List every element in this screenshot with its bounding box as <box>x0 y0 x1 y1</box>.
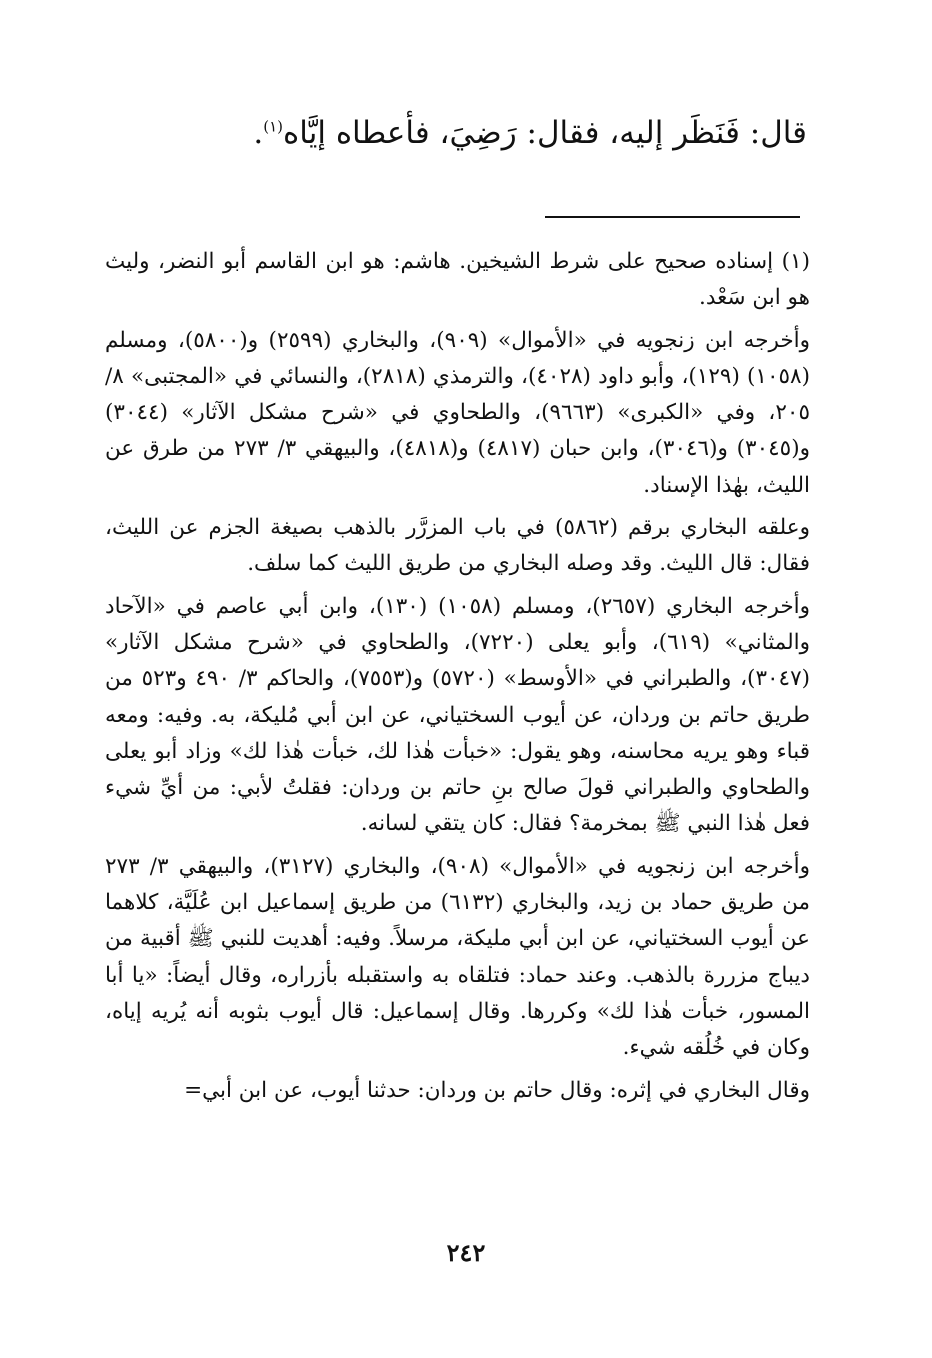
footnote-paragraph: وعلقه البخاري برقم (٥٨٦٢) في باب المزرَّر بالذهب بصيغة الجزم عن الليث، فقال: قال الليث. وقد وصله البخاري من طريق الليث كما سلف. <box>105 515 810 577</box>
footnote-paragraph: وأخرجه البخاري (٢٦٥٧)، ومسلم (١٠٥٨) (١٣٠)، وابن أبي عاصم في «الآحاد والمثاني» (٦١٩)، وأبو يعلى (٧٢٢٠)، والطحاوي في «شرح مشكل الآثار» (٣٠٤٧)، والطبراني في «الأوسط» (٥٧٢٠) و(٧٥٥٣)، والحاكم ٣/ ٤٩٠ و٥٢٣ من طريق حاتم بن وردان، عن أيوب السختياني، عن ابن أبي مُليكة، به. وفيه: ومعه قباء وهو يريه محاسنه، وهو يقول: «خبأت هٰذا لك، خبأت هٰذا لك» وزاد أبو يعلى والطحاوي والطبراني قولَ صالح بنِ حاتم بن وردان: فقلتُ لأبي: من أيِّ شيء فعل هٰذا النبي ﷺ بمخرمة؟ فقال: كان يتقي لسانه. <box>105 593 811 837</box>
main-text-body: قال: فَنَظَر إليه، فقال: رَضِيَ، فأعطاه إيَّاه <box>283 115 807 151</box>
footnote-reference: (١) <box>263 117 284 136</box>
footnote-paragraph: وأخرجه ابن زنجويه في «الأموال» (٩٠٨)، والبخاري (٣١٢٧)، والبيهقي ٣/ ٢٧٣ من طريق حماد بن زيد، والبخاري (٦١٣٢) من طريق إسماعيل ابن عُلَيَّة، كلاهما عن أيوب السختياني، عن ابن أبي مليكة، مرسلاً. وفيه: أهديت للنبي ﷺ أقبية من ديباج مزررة بالذهب. وعند حماد: فتلقاه به واستقبله بأزراره، وقال أيضاً: «يا أبا المسور، خبأت هٰذا لك» وكررها. وقال إسماعيل: قال أيوب بثوبه أنه يُريه إياه، وكان في خُلُقه شيء. <box>105 853 811 1061</box>
main-text <box>100 108 807 158</box>
footnote-separator <box>545 216 800 218</box>
footnote-paragraph: (١) إسناده صحيح على شرط الشيخين. هاشم: هو ابن القاسم أبو النضر، وليث هو ابن سَعْد. <box>105 249 810 311</box>
footnotes-section <box>105 244 810 1109</box>
page-number: ٢٤٢ <box>446 1238 486 1267</box>
footnote-paragraph: وأخرجه ابن زنجويه في «الأموال» (٩٠٩)، والبخاري (٢٥٩٩) و(٥٨٠٠)، ومسلم (١٠٥٨) (١٢٩)، وأبو داود (٤٠٢٨)، والترمذي (٢٨١٨)، والنسائي في «المجتبى» ٨/ ٢٠٥، وفي «الكبرى» (٩٦٦٣)، والطحاوي في «شرح مشكل الآثار» (٣٠٤٤) و(٣٠٤٥) و(٣٠٤٦)، وابن حبان (٤٨١٧) و(٤٨١٨)، والبيهقي ٣/ ٢٧٣ من طرق عن الليث، بهٰذا الإسناد. <box>105 327 811 498</box>
footnote-paragraph: وقال البخاري في إثره: وقال حاتم بن وردان: حدثنا أيوب، عن ابن أبي= <box>184 1077 810 1103</box>
main-text-end: . <box>253 115 264 151</box>
